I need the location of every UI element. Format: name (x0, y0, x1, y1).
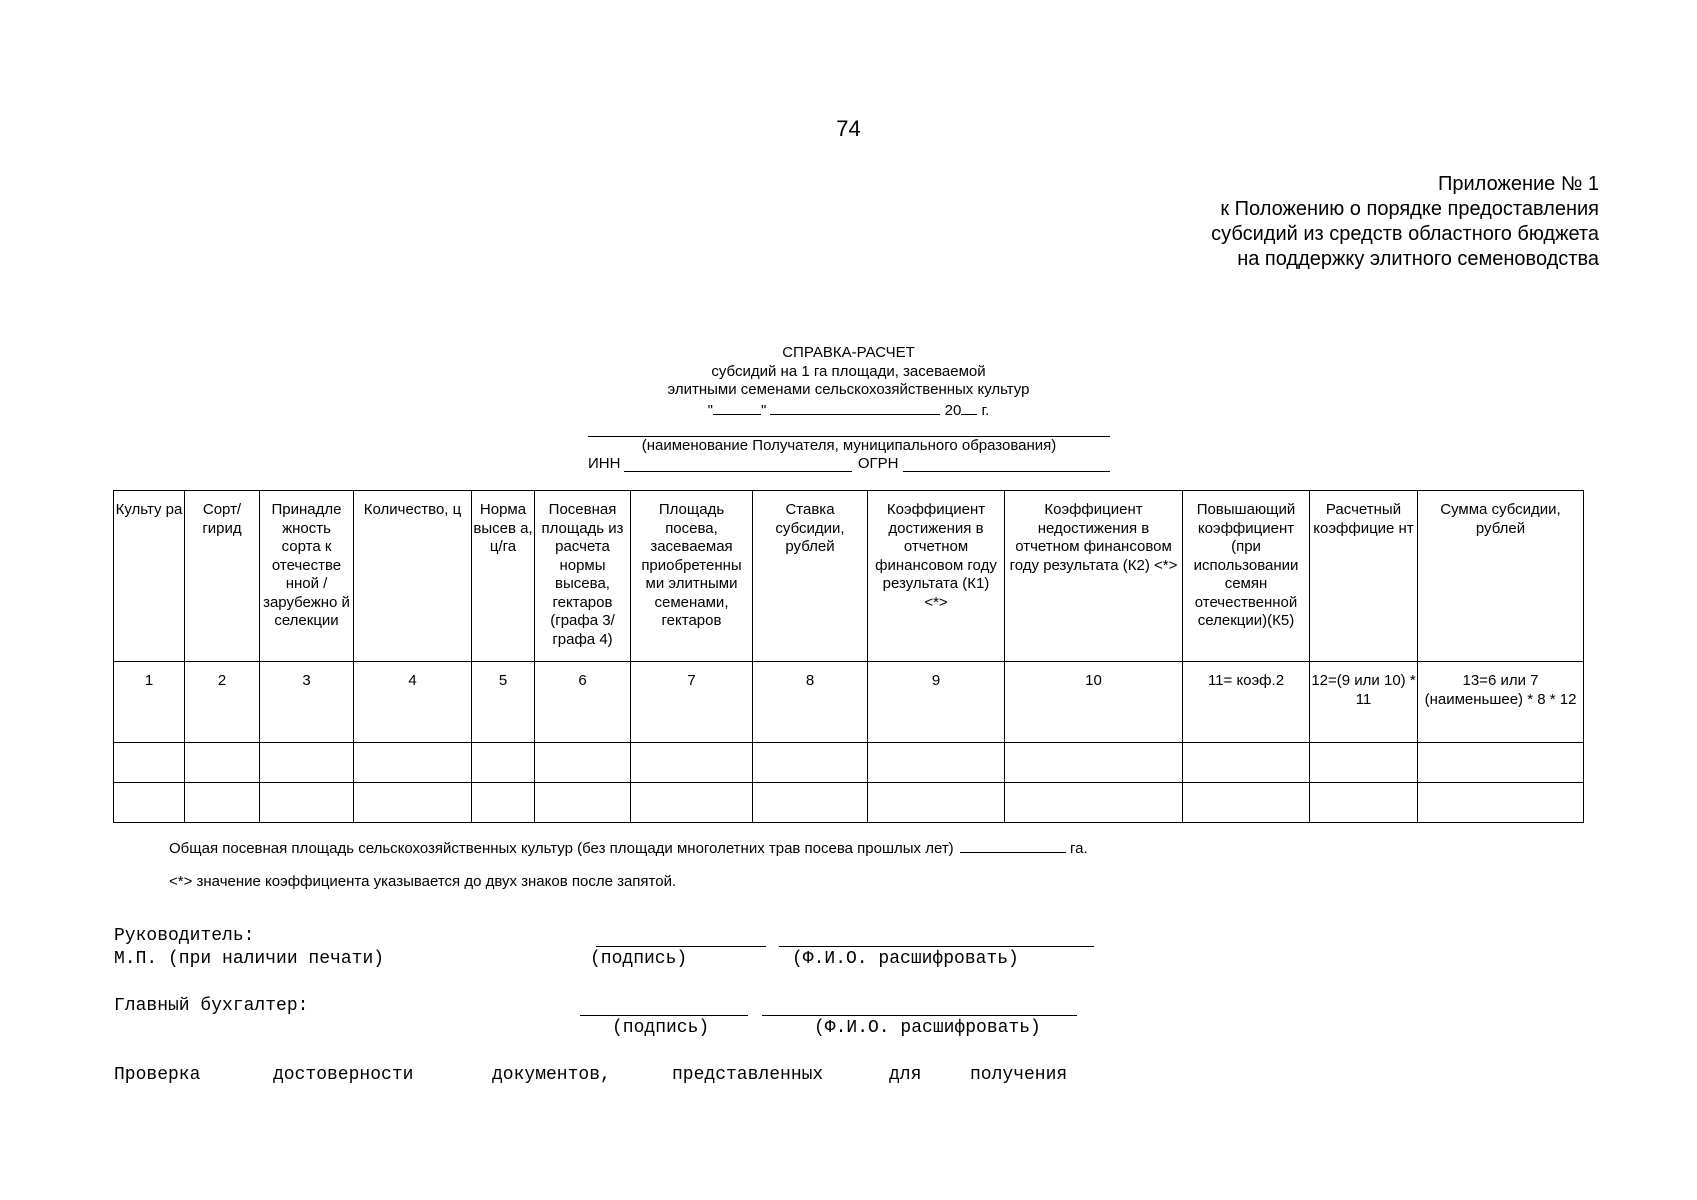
table-cell[interactable] (1183, 783, 1310, 823)
head-fio-caption: (Ф.И.О. расшифровать) (792, 949, 1019, 969)
appendix-heading (1211, 172, 1599, 272)
header-cell: Культу ра (114, 491, 185, 662)
accountant-fio-caption: (Ф.И.О. расшифровать) (814, 1018, 1041, 1038)
appendix-line-1: Приложение № 1 (1438, 173, 1599, 195)
inn-blank (624, 457, 851, 472)
column-number-cell: 3 (260, 662, 354, 743)
check-word: представленных (672, 1065, 824, 1085)
header-cell: Расчетный коэффицие нт (1310, 491, 1418, 662)
inn-ogrn-row (588, 455, 1110, 472)
header-cell: Сорт/ гирид (185, 491, 260, 662)
table-cell[interactable] (1418, 783, 1584, 823)
table-cell[interactable] (1005, 783, 1183, 823)
header-cell: Норма высев а, ц/га (472, 491, 535, 662)
page-number: 74 (836, 116, 861, 141)
appendix-line-3: субсидий из средств областного бюджета (1211, 223, 1599, 245)
total-area-note (169, 838, 1088, 857)
table-cell[interactable] (472, 783, 535, 823)
title-line-1: СПРАВКА-РАСЧЕТ (782, 344, 915, 361)
table-cell[interactable] (472, 743, 535, 783)
column-number-cell: 1 (114, 662, 185, 743)
year-blank (961, 400, 977, 415)
column-number-cell: 4 (354, 662, 472, 743)
column-number-cell: 9 (868, 662, 1005, 743)
total-area-unit: га. (1070, 840, 1088, 857)
accountant-label: Главный бухгалтер: (114, 996, 309, 1016)
header-cell: Площадь посева, засеваемая приобретенны ми элитными семенами, гектаров (631, 491, 753, 662)
table-header-row (114, 491, 1584, 662)
table-cell[interactable] (1183, 743, 1310, 783)
column-number-cell: 12=(9 или 10) * 11 (1310, 662, 1418, 743)
footnote: <*> значение коэффициента указывается до двух знаков после запятой. (169, 873, 677, 890)
document-title (0, 344, 1697, 420)
calculation-table (113, 490, 1584, 823)
month-blank (770, 400, 940, 415)
title-line-3: элитными семенами сельскохозяйственных культур (667, 381, 1030, 398)
accountant-signature-caption: (подпись) (612, 1018, 710, 1038)
header-cell: Принадле жность сорта к отечестве нной / зарубежно й селекции (260, 491, 354, 662)
date-close-quote: " (760, 401, 767, 419)
table-cell[interactable] (1310, 743, 1418, 783)
table-cell[interactable] (868, 743, 1005, 783)
table-cell[interactable] (114, 783, 185, 823)
table-cell[interactable] (114, 743, 185, 783)
table-cell[interactable] (260, 743, 354, 783)
column-number-cell: 10 (1005, 662, 1183, 743)
header-cell: Ставка субсидии, рублей (753, 491, 868, 662)
total-area-text: Общая посевная площадь сельскохозяйственных культур (без площади многолетних трав посева прошлых лет) (169, 840, 954, 857)
total-area-blank (960, 838, 1066, 853)
check-word: получения (970, 1065, 1068, 1085)
recipient-caption: (наименование Получателя, муниципального образования) (641, 437, 1057, 454)
check-word: достоверности (273, 1065, 414, 1085)
table-cell[interactable] (631, 783, 753, 823)
table-cell[interactable] (535, 783, 631, 823)
table-cell[interactable] (753, 783, 868, 823)
table-row (114, 743, 1584, 783)
appendix-line-2: к Положению о порядке предоставления (1220, 198, 1599, 220)
column-number-cell: 5 (472, 662, 535, 743)
date-suffix: г. (981, 401, 990, 419)
inn-label: ИНН (588, 455, 621, 472)
column-number-cell: 6 (535, 662, 631, 743)
table-cell[interactable] (354, 743, 472, 783)
header-cell: Количество, ц (354, 491, 472, 662)
header-cell: Коэффициент недостижения в отчетном финансовом году результата (К2) <*> (1005, 491, 1183, 662)
date-year: 20 (944, 401, 962, 419)
table-cell[interactable] (1310, 783, 1418, 823)
column-number-cell: 8 (753, 662, 868, 743)
head-signature-line (596, 946, 766, 947)
header-cell: Повышающий коэффициент (при использовании семян отечественной селекции)(К5) (1183, 491, 1310, 662)
head-fio-line (779, 946, 1094, 947)
ogrn-blank (903, 457, 1110, 472)
date-line (0, 400, 1697, 421)
header-cell: Коэффициент достижения в отчетном финансовом году результата (К1) <*> (868, 491, 1005, 662)
stamp-label: М.П. (при наличии печати) (114, 949, 385, 969)
check-word: документов, (492, 1065, 611, 1085)
column-number-cell: 13=6 или 7 (наименьшее) * 8 * 12 (1418, 662, 1584, 743)
table-cell[interactable] (631, 743, 753, 783)
header-cell: Сумма субсидии, рублей (1418, 491, 1584, 662)
check-word: Проверка (114, 1065, 201, 1085)
head-label: Руководитель: (114, 926, 255, 946)
date-open-quote: " (707, 401, 713, 419)
table-cell[interactable] (185, 783, 260, 823)
table-cell[interactable] (753, 743, 868, 783)
table-cell[interactable] (185, 743, 260, 783)
column-number-cell: 11= коэф.2 (1183, 662, 1310, 743)
table-cell[interactable] (1005, 743, 1183, 783)
appendix-line-4: на поддержку элитного семеноводства (1237, 248, 1599, 270)
head-signature-caption: (подпись) (590, 949, 688, 969)
check-word: для (889, 1065, 922, 1085)
accountant-fio-line (762, 1015, 1077, 1016)
table-column-number-row (114, 662, 1584, 743)
column-number-cell: 2 (185, 662, 260, 743)
column-number-cell: 7 (631, 662, 753, 743)
title-line-2: субсидий на 1 га площади, засеваемой (711, 362, 986, 380)
table-cell[interactable] (535, 743, 631, 783)
table-cell[interactable] (1418, 743, 1584, 783)
table-cell[interactable] (868, 783, 1005, 823)
accountant-signature-line (580, 1015, 748, 1016)
header-cell: Посевная площадь из расчета нормы высева, гектаров (графа 3/ графа 4) (535, 491, 631, 662)
day-blank (713, 400, 761, 415)
table-row (114, 783, 1584, 823)
table-cell[interactable] (354, 783, 472, 823)
ogrn-label: ОГРН (857, 455, 899, 472)
table-cell[interactable] (260, 783, 354, 823)
